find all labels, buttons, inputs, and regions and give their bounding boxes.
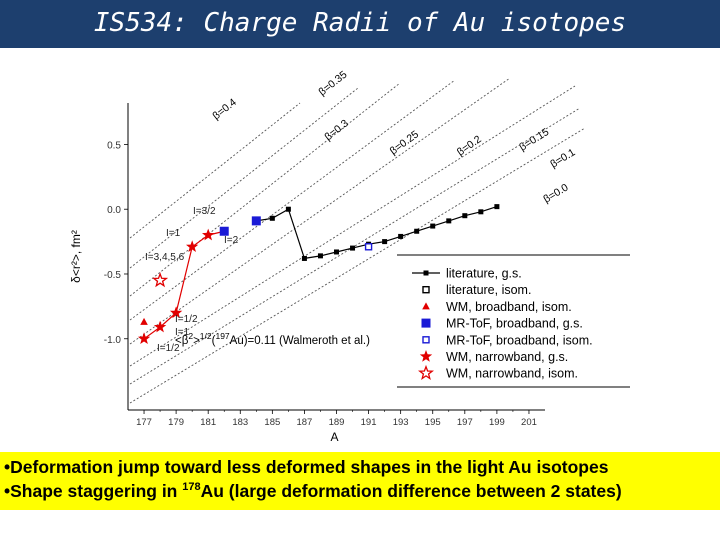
legend-label: WM, narrowband, g.s. [446, 350, 569, 364]
legend-marker [423, 287, 429, 293]
data-point [382, 239, 387, 244]
legend [397, 255, 630, 387]
legend-marker [424, 271, 429, 276]
data-point [430, 224, 435, 229]
annotation-superscript: 1/2 [199, 331, 212, 341]
data-point [462, 213, 467, 218]
data-point [138, 332, 150, 344]
beta-label: β=0.2 [454, 133, 484, 159]
summary-bullet-2-mass: 178 [182, 481, 201, 494]
data-point [286, 207, 291, 212]
walmeroth-annotation [175, 331, 370, 347]
x-tick-label: 183 [232, 417, 249, 428]
beta-isoline [130, 80, 455, 320]
data-point [478, 209, 483, 214]
x-tick-label: 195 [424, 417, 441, 428]
summary-box [0, 452, 720, 510]
x-tick-label: 197 [456, 417, 473, 428]
legend-label: literature, g.s. [446, 266, 522, 281]
point-label: I=3,4,5,6 [145, 252, 185, 263]
annotation-text: <β [175, 335, 189, 347]
data-point [366, 244, 372, 250]
data-point [350, 246, 355, 251]
annotation-text: > [193, 335, 200, 347]
point-label: I=1 [175, 327, 190, 338]
data-point [398, 234, 403, 239]
beta-label: β=0.0 [541, 181, 571, 206]
x-tick-label: 199 [488, 417, 505, 428]
legend-label: MR-ToF, broadband, isom. [446, 333, 593, 348]
legend-label: literature, isom. [446, 283, 532, 298]
title-bar [0, 0, 720, 48]
x-tick-label: 201 [521, 417, 537, 428]
data-point [140, 318, 148, 325]
annotation-text: ( [211, 335, 216, 347]
legend-marker [420, 350, 432, 362]
x-tick-label: 191 [360, 417, 377, 428]
x-tick-label: 179 [168, 417, 185, 428]
x-tick-label: 193 [392, 417, 409, 428]
legend-marker [422, 319, 431, 328]
x-tick-label: 181 [200, 417, 217, 428]
y-axis-title: δ<r²>, fm² [69, 230, 83, 283]
legend-label: WM, broadband, isom. [446, 299, 572, 314]
legend-label: MR-ToF, broadband, g.s. [446, 316, 583, 331]
beta-label: β=0.4 [210, 96, 239, 123]
legend-marker [422, 302, 430, 309]
annotation-superscript: 2 [188, 331, 194, 341]
beta-label: β=0.3 [322, 117, 351, 144]
legend-marker [423, 337, 429, 343]
legend-marker [420, 367, 432, 379]
y-tick-label: -1.0 [103, 334, 121, 346]
data-point [318, 253, 323, 258]
point-label: I=1/2 [157, 343, 180, 354]
beta-label: β=0.25 [387, 128, 422, 158]
y-tick-label: 0.5 [107, 140, 121, 152]
data-point [334, 249, 339, 254]
charge-radii-chart [0, 48, 720, 452]
annotation-superscript: 197 [215, 331, 230, 341]
data-point [270, 216, 275, 221]
data-point [414, 229, 419, 234]
beta-label: β=0.15 [517, 126, 552, 154]
y-tick-label: -0.5 [103, 269, 121, 281]
beta-label: β=0.35 [316, 68, 350, 99]
y-tick-label: 0.0 [107, 205, 121, 217]
point-label: I=1 [166, 228, 181, 239]
summary-bullet-2-suffix: Au (large deformation difference between 2 states) [200, 481, 622, 501]
summary-bullet-2 [4, 481, 622, 502]
x-axis-title: A [330, 430, 339, 444]
data-point [252, 216, 261, 225]
legend-label: WM, narrowband, isom. [446, 366, 578, 381]
slide-title: IS534: Charge Radii of Au isotopes [93, 8, 627, 38]
point-label: I=1/2 [175, 314, 198, 325]
summary-bullet-2-prefix: •Shape staggering in [4, 481, 183, 501]
summary-bullet-1: •Deformation jump toward less deformed shapes in the light Au isotopes [4, 457, 609, 477]
x-tick-label: 189 [328, 417, 345, 428]
point-label: I=3/2 [193, 206, 216, 217]
data-point [302, 256, 307, 261]
x-tick-label: 187 [296, 417, 313, 428]
point-label: I=2 [224, 235, 239, 246]
annotation-text: Au)=0.11 (Walmeroth et al.) [229, 335, 370, 347]
data-point [446, 218, 451, 223]
x-tick-label: 177 [136, 417, 152, 428]
data-point [494, 204, 499, 209]
beta-label: β=0.1 [548, 146, 578, 171]
beta-isoline [130, 88, 358, 268]
x-tick-label: 185 [264, 417, 281, 428]
